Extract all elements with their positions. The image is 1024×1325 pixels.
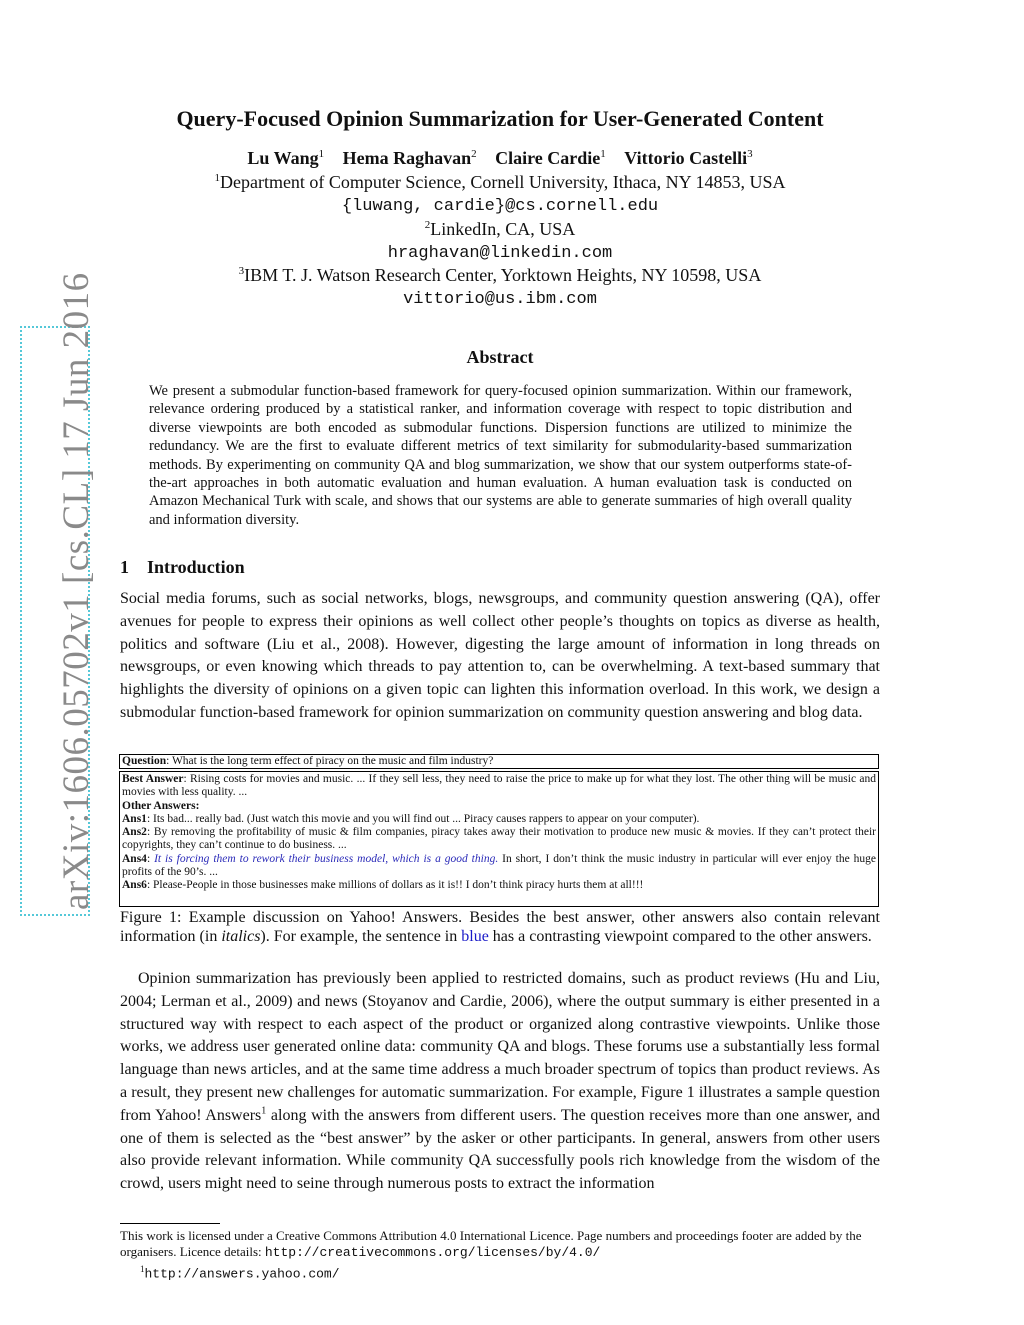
license-link[interactable]: http://creativecommons.org/licenses/by/4.0/ [264, 1245, 601, 1260]
answer-item: Ans1: Its bad... really bad. (Just watch this movie and you will find out ... Piracy causes rappers to appear on your computer). [122, 812, 700, 825]
footnote-marker[interactable]: 1 [261, 1105, 267, 1117]
abstract-text: We present a submodular function-based framework for query-focused opinion summarization. Within our framework, relevance ordering produced by a statistical ranker, and information coverage with respect to topic distribution and diverse viewpoints are both encoded as submodular functions. Dispersion functions are utilized to minimize the redundancy. We are the first to evaluate different metrics of text similarity for submodularity-based summarization methods. By experimenting on community QA and blog summarization, we show that our system outperforms state-of-the-art approaches in both automatic evaluation and human evaluation. A human evaluation task is conducted on Amazon Mechanical Turk with scale, and shows that our systems are able to generate summaries of high overall quality and information diversity. [149, 383, 852, 528]
arxiv-stamp: arXiv:1606.05702v1 [cs.CL] 17 Jun 2016 [56, 272, 97, 910]
email: {luwang, cardie}@cs.cornell.edu [341, 197, 659, 216]
section-heading: 1 Introduction [120, 557, 245, 577]
license-footnote: This work is licensed under a Creative Commons Attribution 4.0 International Licence. Page numbers and proceedings footer are added by the organisers. Licence details: http://creativecommons.org/licenses/by/4.0/ [120, 1228, 862, 1260]
intro-paragraph-2: Opinion summarization has previously been applied to restricted domains, such as product reviews (Hu and Liu, 2004; Lerman et al., 2009) and news (Stoyanov and Cardie, 2006), where the output summary is either presented in a structured way with respect to each aspect of the product or organized along contrastive viewpoints. Unlike those works, we address user generated online data: community QA and blogs. These forums use a substantially less formal language than news articles, and at the same time address a much broader spectrum of topics than product reviews. As a result, they present new challenges for automatic summarization. For example, Figure 1 illustrates a sample question from Yahoo! Answers$^1$ along with the answers from different users. The question receives more than one answer, and one of them is selected as the “best answer” by the asker or other participants. In general, answers from other users also provide relevant information. While community QA successfully pools rich knowledge from the wisdom of the crowd, users might need to seine through numerous posts to extract the information [120, 970, 881, 1193]
footnote-1: $^1$http://answers.yahoo.com/ [140, 1264, 340, 1282]
answer-item: Ans2: By removing the profitability of music & film companies, piracy takes away their motivation to produce new music & movies. If they can’t protect their copyrights, they can’t continue to do business. ... [122, 826, 876, 852]
affiliation: $^1$Department of Computer Science, Cornell University, Ithaca, NY 14853, USA [214, 172, 786, 192]
figure-question-box: Question: What is the long term effect of piracy on the music and film industry? [119, 754, 879, 769]
author: Hema Raghavan$^2$ [342, 148, 477, 168]
answer-item: Ans6: Please-People in those businesses make millions of dollars as it is!! I don’t think piracy hurts them at all!!! [122, 879, 644, 892]
answer-item: Ans4: It is forcing them to rework their business model, which is a good thing. In short, I don’t think the music industry in particular will ever enjoy the huge profits of the 90’s. ... [122, 852, 876, 879]
author: Vittorio Castelli$^3$ [624, 148, 753, 168]
author-list [0, 148, 1000, 169]
best-answer: Best Answer: Rising costs for movies and music. ... If they sell less, they need to raise the price to make up for what they lost. The other thing will be music and movies with less quality. ... [122, 773, 876, 799]
email: hraghavan@linkedin.com [387, 244, 613, 263]
figure-answers-box [119, 771, 879, 907]
author: Claire Cardie$^1$ [495, 148, 606, 168]
intro-paragraph-1: Social media forums, such as social networks, blogs, newsgroups, and community question answering (QA), offer avenues for people to express their opinions as well collect other people’s thoughts on topics as diverse as health, politics and software (Liu et al., 2008). However, digesting the large amount of information in long threads on newsgroups, or even knowing which threads to pay attention to, can be overwhelming. A text-based summary that highlights the diversity of opinions on a given topic can lighten this information overload. In this work, we design a submodular function-based framework for opinion summarization on community question answering and blog data. [120, 590, 880, 721]
other-answers-label: Other Answers: [122, 799, 200, 812]
affiliation: $^2$LinkedIn, CA, USA [424, 219, 576, 239]
author: Lu Wang$^1$ [247, 148, 325, 168]
paper-title: Query-Focused Opinion Summarization for User-Generated Content [176, 106, 824, 131]
abstract-heading: Abstract [466, 347, 534, 367]
affiliation: $^3$IBM T. J. Watson Research Center, Yorktown Heights, NY 10598, USA [238, 265, 762, 285]
footnote-link[interactable]: http://answers.yahoo.com/ [144, 1266, 340, 1282]
figure-caption: Figure 1: Example discussion on Yahoo! Answers. Besides the best answer, other answers also contain relevant information (in italics). For example, the sentence in blue has a contrasting viewpoint compared to the other answers. [120, 909, 880, 945]
email: vittorio@us.ibm.com [403, 290, 597, 309]
footnote-rule [120, 1223, 220, 1224]
